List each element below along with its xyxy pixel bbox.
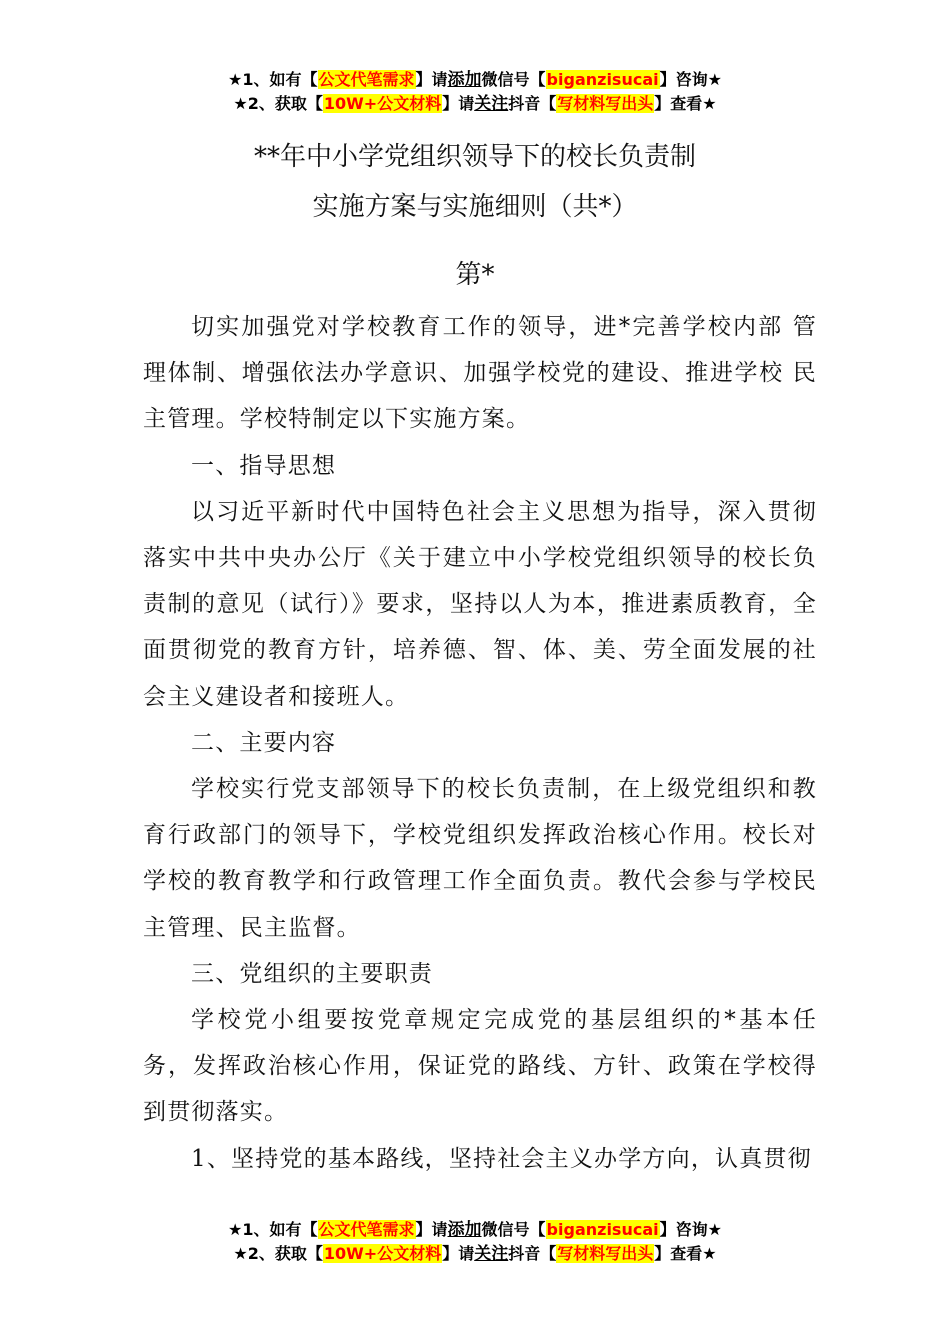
promo-text: 】查看★: [654, 1244, 717, 1263]
promo-text: 】请: [442, 1244, 475, 1263]
section-heading: 一、指导思想: [191, 452, 337, 479]
promo-text: 】请: [415, 1220, 448, 1239]
promo-text: 抖音【: [508, 1244, 557, 1263]
paragraph: 学校实行党支部领导下的校长负责制，在上级党组织和教育行政部门的领导下，学校党组织发挥政治核心作用。校长对学校的教育教学和行政管理工作全面负责。教代会参与学校民主管理、民主监督。: [143, 776, 817, 941]
promo-emphasis: 关注: [474, 1244, 509, 1264]
section-heading: 二、主要内容: [191, 729, 337, 756]
promo-text: 微信号【: [481, 70, 546, 89]
document-body: [143, 304, 817, 1182]
footer-promo-banner: [0, 1218, 950, 1266]
promo-highlight: 公文代笔需求: [318, 70, 415, 89]
promo-line-2: [0, 1242, 950, 1266]
star-icon: ★: [233, 1244, 248, 1263]
section-heading: 三、党组织的主要职责: [191, 960, 433, 987]
list-item: 1、坚持党的基本路线，坚持社会主义办学方向，认真贯彻: [191, 1145, 812, 1172]
promo-line-1: [0, 68, 950, 92]
promo-line-2: [0, 92, 950, 116]
promo-text: 1、如有【: [242, 70, 318, 89]
promo-text: 】咨询★: [659, 1220, 722, 1239]
promo-text: 】请: [415, 70, 448, 89]
promo-text: 2、获取【: [247, 1244, 323, 1263]
section-number: 第*: [455, 260, 495, 290]
promo-emphasis: 添加: [447, 70, 482, 90]
promo-highlight: 写材料写出头: [557, 94, 654, 113]
star-icon: ★: [228, 1220, 243, 1239]
promo-line-1: [0, 1218, 950, 1242]
document-subtitle: 实施方案与实施细则（共*）: [312, 192, 638, 222]
promo-emphasis: 添加: [447, 1220, 482, 1240]
promo-text: 】查看★: [654, 94, 717, 113]
promo-text: 抖音【: [508, 94, 557, 113]
promo-emphasis: 关注: [474, 94, 509, 114]
promo-text: 2、获取【: [247, 94, 323, 113]
document-title: **年中小学党组织领导下的校长负责制: [253, 142, 696, 172]
header-promo-banner: [0, 68, 950, 116]
star-icon: ★: [233, 94, 248, 113]
promo-highlight: 10W+公文材料: [323, 94, 442, 113]
star-icon: ★: [228, 70, 243, 89]
promo-highlight: 写材料写出头: [557, 1244, 654, 1263]
promo-highlight: biganzisucai: [546, 70, 659, 89]
paragraph: 学校党小组要按党章规定完成党的基层组织的*基本任 务，发挥政治核心作用，保证党的路线、方针、政策在学校得 到贯彻落实。: [143, 1007, 817, 1126]
promo-text: 】咨询★: [659, 70, 722, 89]
promo-text: 】请: [442, 94, 475, 113]
promo-text: 微信号【: [481, 1220, 546, 1239]
promo-highlight: 公文代笔需求: [318, 1220, 415, 1239]
paragraph: 以习近平新时代中国特色社会主义思想为指导，深入贯彻落实中共中央办公厅《关于建立中小学校党组织领导的校长负责制的意见（试行）》要求，坚持以人为本，推进素质教育，全面贯彻党的教育方针，培养德、智、体、美、劳全面发展的社会主义建设者和接班人。: [143, 498, 817, 710]
promo-text: 1、如有【: [242, 1220, 318, 1239]
paragraph: 切实加强党对学校教育工作的领导，进*完善学校内部 管理体制、增强依法办学意识、加强学校党的建设、推进学校 民主管理。学校特制定以下实施方案。: [143, 314, 817, 433]
promo-highlight: biganzisucai: [546, 1220, 659, 1239]
promo-highlight: 10W+公文材料: [323, 1244, 442, 1263]
